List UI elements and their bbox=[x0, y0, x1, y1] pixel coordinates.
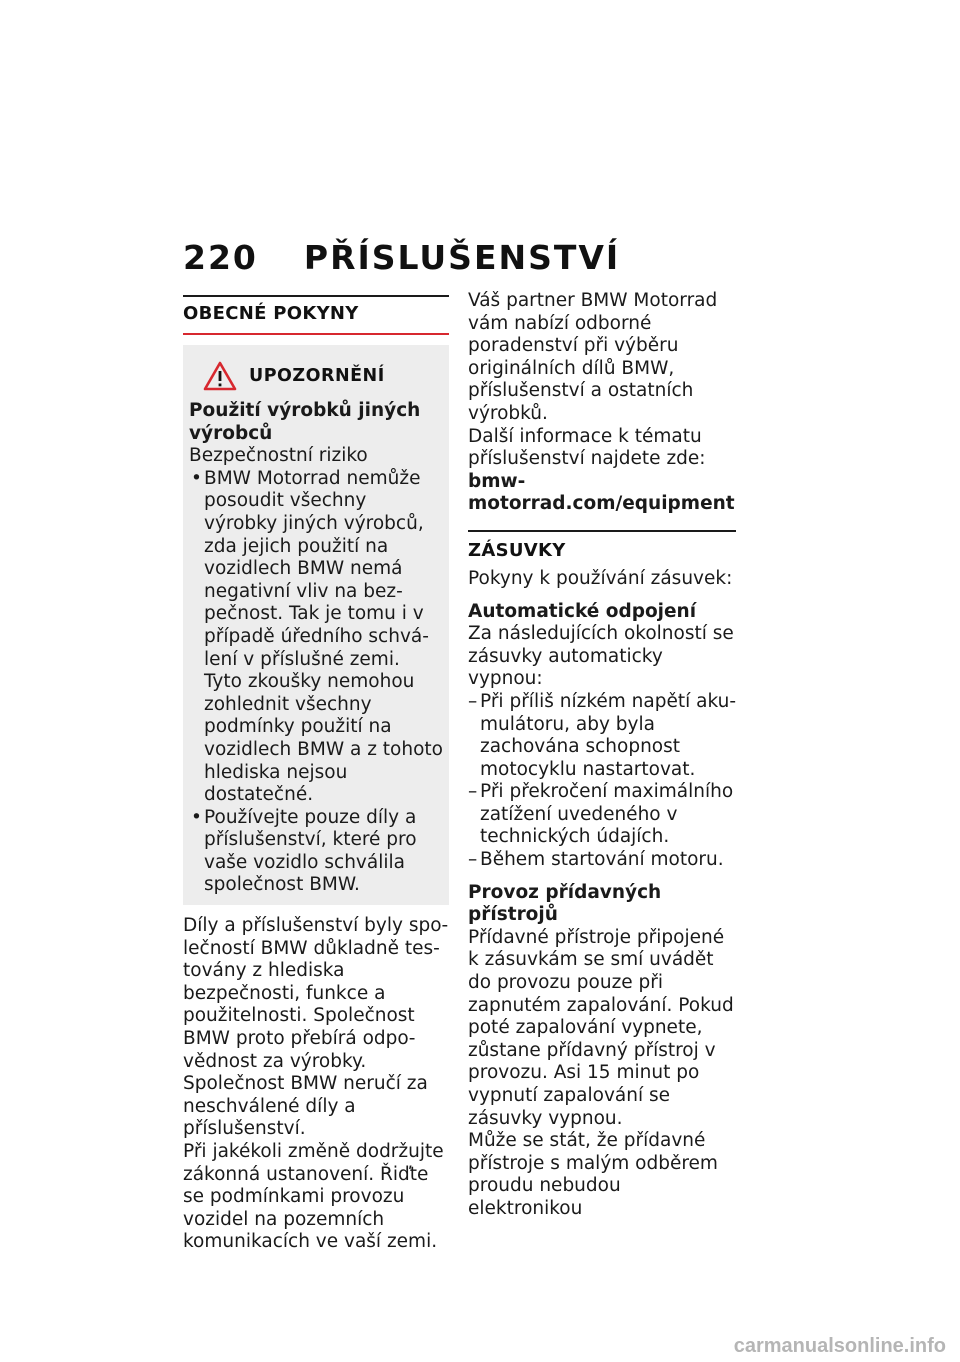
auto-disconnect-text: Za následujících okolností se zásuvky automaticky vypnou: bbox=[468, 623, 734, 690]
aux-devices-text-2: Může se stát, že přídavné přístroje s malým odběrem proudu nebudou elektronikou bbox=[468, 1130, 718, 1219]
auto-disconnect-item: – Při překročení maximálního zatížení uvedeného v technických údajích. bbox=[468, 781, 736, 849]
section-rule-top bbox=[183, 295, 449, 297]
section-title-sockets: ZÁSUVKY bbox=[468, 539, 566, 561]
section-title-general: OBECNÉ POKYNY bbox=[183, 303, 359, 324]
aux-devices-text: Přídavné přístroje připojené k zásuvkám se smí uvádět do provozu pouze při zapnutém zapalování. Pokud poté zapalování vypnete, zůstane přídavný přístroj v provozu. Asi 15 minut po vypnutí zapalování se zásuvky vypnou. bbox=[468, 926, 734, 1129]
warning-title: UPOZORNĚNÍ bbox=[249, 365, 385, 386]
left-column bbox=[183, 295, 449, 1254]
aux-devices-heading: Provoz přídavných přístrojů bbox=[468, 881, 662, 926]
warning-header bbox=[189, 361, 443, 391]
warning-triangle-icon bbox=[203, 361, 237, 391]
paragraph-partner: Váš partner BMW Motorrad vám nabízí odborné poradenství při výběru originálních dílů BMW, příslušenství a ostatních výrobků. bbox=[468, 290, 718, 424]
auto-disconnect-heading: Automatické odpojení bbox=[468, 600, 697, 622]
accessories-link[interactable]: bmw-motorrad.com/equipment bbox=[468, 470, 735, 515]
warning-subtitle: Použití výrobků jiných výrobců bbox=[189, 400, 421, 444]
chapter-title: PŘÍSLUŠENSTVÍ bbox=[303, 238, 621, 277]
section-rule-sockets bbox=[468, 530, 736, 532]
auto-disconnect-item: – Během startování motoru. bbox=[468, 849, 736, 872]
auto-disconnect-list bbox=[468, 691, 736, 872]
watermark: carmanualsonline.info bbox=[733, 1335, 946, 1357]
sockets-intro: Pokyny k používání zásuvek: bbox=[468, 567, 733, 589]
warning-risk: Bezpečnostní riziko bbox=[189, 445, 368, 467]
warning-bullets bbox=[189, 468, 443, 897]
right-column bbox=[468, 290, 736, 1221]
paragraph-more-info: Další informace k tématu příslušenství najdete zde: bbox=[468, 425, 706, 470]
warning-bullet: • Používejte pouze díly a příslušenství, které pro vaše vozidlo schválila společnost BMW. bbox=[189, 807, 443, 897]
paragraph-responsibility: Díly a příslušenství byly společností BMW důkladně testovány z hlediska bezpečnosti, funkce a použitelnosti. Společnost BMW proto přebírá odpovědnost za výrobky. Společnost BMW neručí za neschválené díly a příslušenství. bbox=[183, 915, 449, 1140]
page-number: 220 bbox=[183, 238, 258, 277]
auto-disconnect-item: – Při příliš nízkém napětí akumulátoru, aby byla zachována schopnost motocyklu nastartovat. bbox=[468, 691, 736, 781]
section-rule-red bbox=[183, 333, 449, 335]
warning-bullet: • BMW Motorrad nemůže posoudit všechny výrobky jiných výrobců, zda jejich použití na vozidlech BMW nemá negativní vliv na bezpečnost. Tak je tomu i v případě úředního schválení v příslušné zemi. Tyto zkoušky nemohou zohlednit všechny podmínky použití na vozidlech BMW a z tohoto hlediska nejsou dostatečné. bbox=[189, 468, 443, 807]
page-header bbox=[183, 238, 620, 277]
warning-box bbox=[183, 345, 449, 905]
paragraph-regulations: Při jakékoli změně dodržujte zákonná ustanovení. Řiďte se podmínkami provozu vozidel na pozemních komunikacích ve vaší zemi. bbox=[183, 1141, 444, 1253]
